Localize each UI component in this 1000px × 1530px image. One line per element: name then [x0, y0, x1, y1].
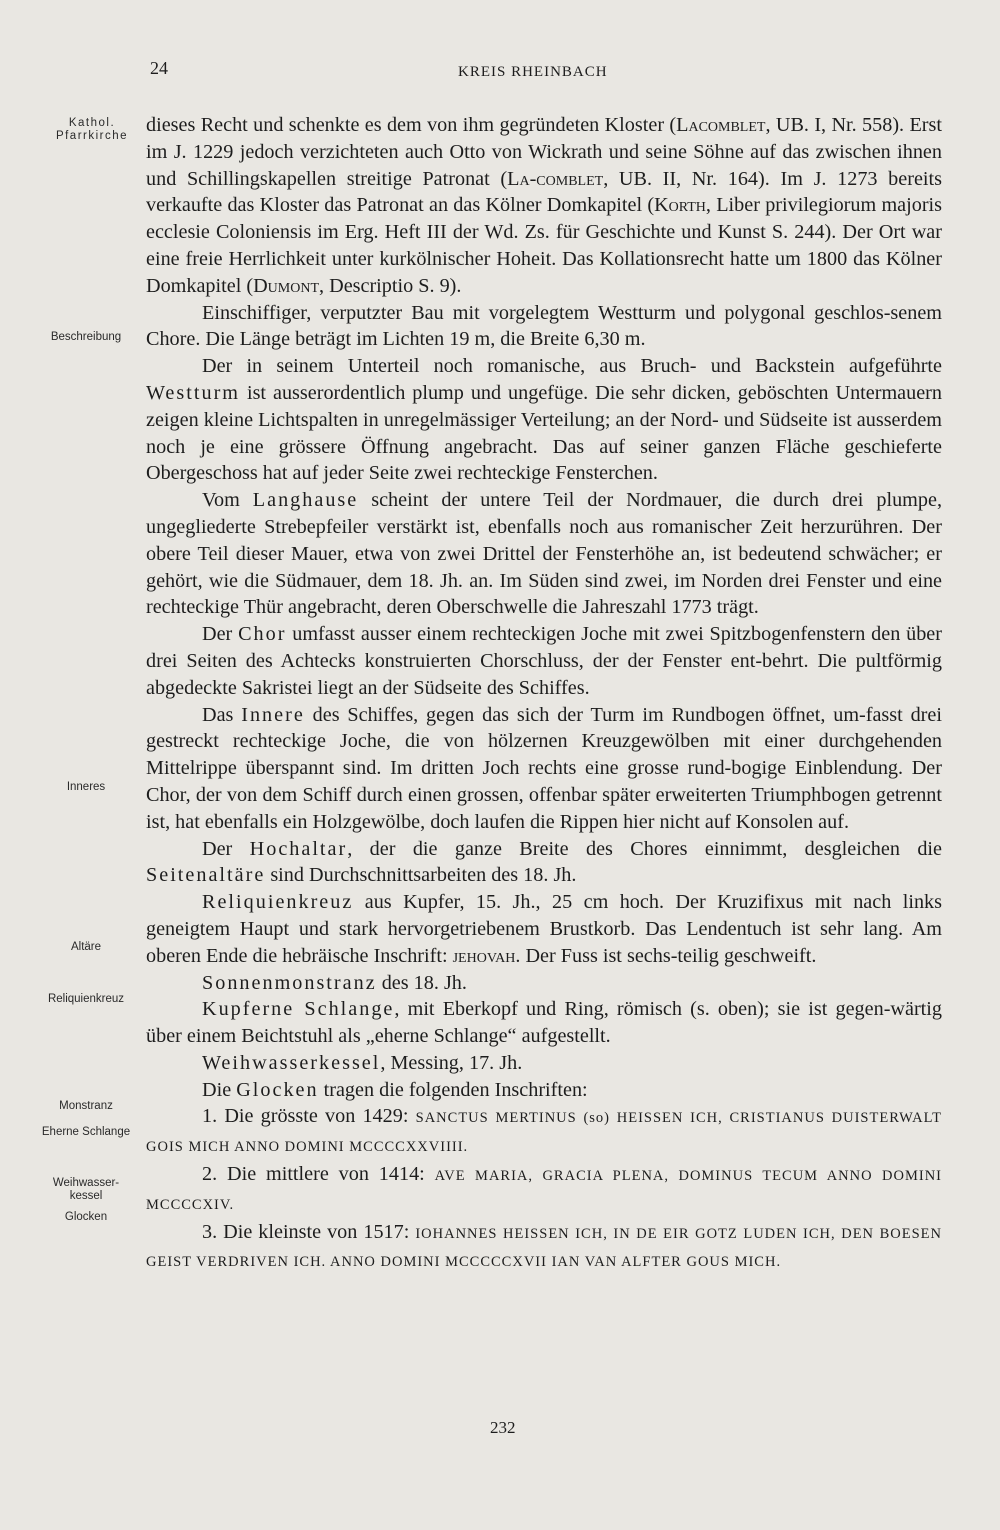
spaced-term: Kupferne Schlange [202, 998, 395, 1021]
paragraph-patronage [146, 112, 942, 300]
text-run: Das [202, 703, 242, 726]
margin-note-kessel: kessel [69, 1190, 103, 1202]
paragraph-monstranz [146, 970, 942, 997]
paragraph-westturm [146, 353, 942, 487]
spaced-term: Seitenaltäre [146, 864, 266, 887]
author-name: Lacomblet [676, 114, 766, 136]
margin-note-weihwasserkessel [28, 1177, 144, 1203]
margin-note-altaere: Altäre [70, 941, 102, 953]
margin-note-eherne-schlange: Eherne Schlange [41, 1126, 131, 1138]
text-run: des Schiffes, gegen das sich der Turm im Rundbogen öffnet, um-fasst drei gestreckt rechteckige Joche, die von hölzernen Kreuzgewölben mit einer durchgehenden Mittelrippe überspannt sind. Im dritten Joch rechts eine grosse rund-bogige Einblendung. Der Chor, der von dem Schiff durch einen grossen, offenbar später erweiterten Triumphbogen getrennt ist, hat ebenfalls ein Holzgewölbe, doch laufen die Rippen hier nicht auf Konsolen auf. [146, 703, 942, 833]
bell-inscription: AVE MARIA, GRACIA PLENA, DOMINUS TECUM ANNO DOMINI MCCCCXIV. [146, 1168, 943, 1213]
margin-note-kathol-pfarrkirche [32, 117, 152, 143]
text-run: sind Durchschnittsarbeiten des 18. Jh. [265, 864, 577, 887]
text-run: tragen die folgenden Inschriften: [318, 1078, 588, 1101]
paragraph-bell-1 [146, 1103, 942, 1161]
text-run: , der die ganze Breite des Chores einnimmt, desgleichen die [347, 837, 942, 860]
spaced-term: Langhause [252, 489, 359, 512]
text-run: 1. Die grösste von 1429: [202, 1105, 416, 1128]
margin-note-kathol: Kathol. [68, 117, 116, 129]
text-run: , mit Eberkopf und Ring, römisch (s. oben); sie ist gegen-wärtig über einem Beichtstuhl als „eherne Schlange“ aufgestellt. [146, 998, 942, 1048]
text-run: Vom [202, 489, 253, 512]
text-run: . Der Fuss ist sechs-teilig geschweift. [515, 944, 817, 967]
text-run: Der [202, 837, 250, 860]
paragraph-inneres [146, 702, 942, 836]
text-run: , UB. I, Nr. 558). Erst im J. 1229 jedoch verzichteten auch Otto von Wickrath und seine Söhne auf das zwischen ihnen und Schillingskapellen streitige Patronat ( [146, 114, 942, 190]
spaced-term: Sonnenmonstranz [202, 971, 377, 994]
text-run: 3. Die kleinste von 1517: [202, 1220, 416, 1243]
text-run: des 18. Jh. [376, 971, 467, 994]
page-header [0, 58, 1000, 88]
paragraph-glocken [146, 1077, 942, 1104]
spaced-term: Glocken [236, 1078, 319, 1101]
text-run: Die [202, 1078, 237, 1101]
author-name: La-comblet [507, 167, 604, 190]
paragraph-reliquienkreuz [146, 889, 942, 969]
text-run: , Messing, 17. Jh. [380, 1051, 523, 1074]
paragraph-altaere [146, 836, 942, 890]
paragraph-bell-3 [146, 1219, 942, 1277]
paragraph-chor [146, 621, 942, 701]
paragraph-bell-2 [146, 1161, 942, 1219]
text-run: scheint der untere Teil der Nordmauer, die durch drei plumpe, ungegliederte Strebepfeiler verstärkt ist, ebenfalls noch aus romanischer Zeit herzurühren. Der obere Teil dieser Mauer, etwa von zwei Drittel der Fensterhöhe an, ist bedeutend schwächer; er gehört, wie die Südmauer, dem 18. Jh. an. Im Süden sind zwei, im Norden drei Fenster und eine rechteckige Thür angebracht, deren Oberschwelle die Jahreszahl 1773 trägt. [146, 489, 942, 619]
spaced-term: Hochaltar [249, 837, 348, 860]
text-run: umfasst ausser einem rechteckigen Joche mit zwei Spitzbogenfenstern den über drei Seiten des Achtecks konstruierten Chorschluss, der der Fenster ent-behrt. Die pultförmig abgedeckte Sakristei liegt an der Südseite des Schiffes. [146, 623, 942, 699]
spaced-term: Chor [238, 623, 287, 646]
text-run: 2. Die mittlere von 1414: [202, 1163, 435, 1186]
main-text [146, 112, 942, 1276]
spaced-term: Reliquienkreuz [202, 891, 354, 914]
text-run: , Liber privilegiorum majoris ecclesie Coloniensis im Erg. Heft III der Wd. Zs. für Geschichte und Kunst S. 244). Der Ort war eine freie Herrlichkeit unter kurkölnischer Hoheit. Das Kollationsrecht hatte um 1800 das Kölner Domkapitel ( [146, 194, 943, 297]
margin-note-inneres: Inneres [66, 781, 106, 793]
spaced-term: Innere [241, 703, 305, 726]
margin-note-reliquienkreuz: Reliquienkreuz [47, 993, 125, 1005]
paragraph-weihwasserkessel [146, 1050, 942, 1077]
text-run: Der [202, 623, 239, 646]
margin-note-weihwasser: Weihwasser- [52, 1177, 120, 1189]
author-name: Dumont [253, 274, 320, 297]
folio-number: 232 [490, 1418, 516, 1437]
text-run: , UB. II, Nr. 164). Im J. 1273 bereits verkaufte das Kloster das Patronat an das Kölner Domkapitel ( [146, 167, 942, 217]
page-number: 24 [150, 58, 168, 78]
bell-inscription: IOHANNES HEISSEN ICH, IN DE EIR GOTZ LUDEN ICH, DEN BOESEN GEIST VERDRIVEN ICH. ANNO DOMINI MCCCCCXVII IAN VAN ALFTER GOUS MICH. [146, 1225, 942, 1271]
margin-note-monstranz: Monstranz [59, 1100, 113, 1112]
spaced-term: Westturm [146, 381, 240, 404]
text-run: , Descriptio S. 9). [319, 274, 462, 297]
margin-note-beschreibung: Beschreibung [50, 331, 122, 343]
inscription-word: jehovah [452, 944, 516, 967]
margin-note-pfarrkirche: Pfarrkirche [55, 130, 129, 142]
spaced-term: Weihwasserkessel [202, 1051, 381, 1074]
paragraph-langhaus [146, 487, 942, 621]
paragraph-beschreibung: Einschiffiger, verputzter Bau mit vorgelegtem Westturm und polygonal geschlos-senem Chore. Die Länge beträgt im Lichten 19 m, die Breite 6,30 m. [146, 301, 942, 351]
paragraph-schlange [146, 996, 942, 1050]
margin-note-glocken: Glocken [64, 1211, 108, 1223]
running-title: KREIS RHEINBACH [458, 64, 608, 80]
text-run: Der in seinem Unterteil noch romanische, aus Bruch- und Backstein aufgeführte [202, 355, 942, 378]
text-run: dieses Recht und schenkte es dem von ihm gegründeten Kloster ( [146, 114, 677, 136]
author-name: Korth [654, 194, 706, 217]
text-run: ist ausserordentlich plump und ungefüge. Die sehr dicken, geböschten Untermauern zeigen kleine Lichtspalten in unregelmässiger Verteilung; an der Nord- und Südseite ist ausserdem noch je eine grössere Öffnung angebracht. Das auf seiner ganzen Fläche geschieferte Obergeschoss hat auf jeder Seite zwei rechteckige Fensterchen. [146, 381, 942, 485]
bell-inscription: SANCTUS MERTINUS (so) HEISSEN ICH, CRISTIANUS DUISTERWALT GOIS MICH ANNO DOMINI MCCCCXXVIIII. [146, 1110, 942, 1156]
text-run: aus Kupfer, 15. Jh., 25 cm hoch. Der Kruzifixus mit nach links geneigtem Haupt und stark hervorgetriebenem Brustkorb. Das Lendentuch ist sehr lang. Am oberen Ende die hebräische Inschrift: [146, 891, 942, 967]
